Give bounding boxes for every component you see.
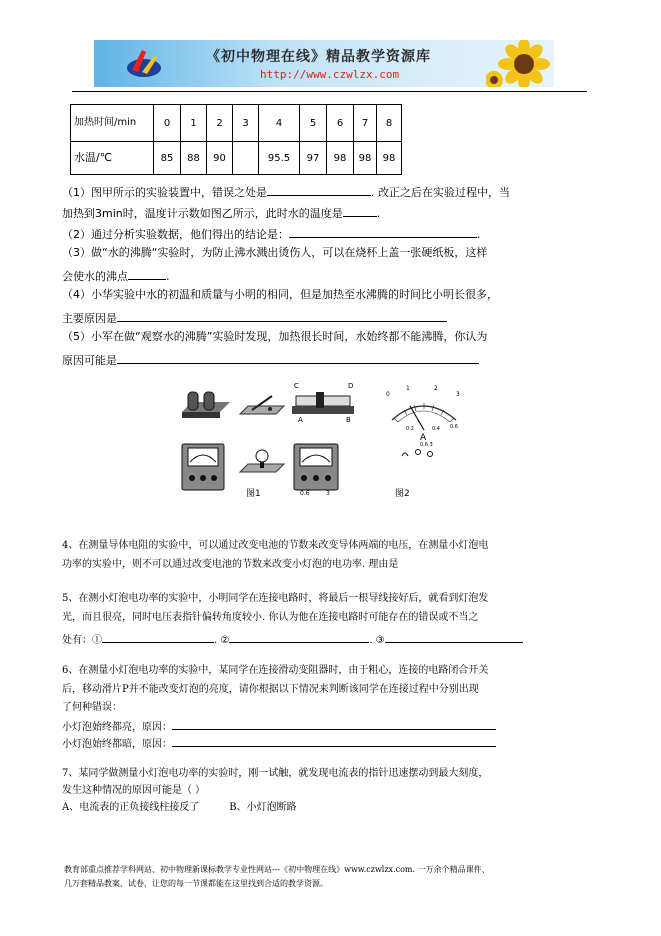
table-cell: 98 bbox=[377, 142, 402, 175]
label-a: A bbox=[298, 416, 303, 424]
q1-text-a: （1）图甲所示的实验装置中，错误之处是 bbox=[62, 186, 267, 199]
answer-blank[interactable] bbox=[128, 267, 166, 280]
label-d: D bbox=[348, 382, 354, 390]
q3-text-c: . bbox=[166, 270, 170, 283]
question-6-section-line2: 后，移动滑片P并不能改变灯泡的亮度，请你根据以下情况来判断该同学在连接过程中分别出现 bbox=[62, 684, 479, 695]
banner-url: http://www.czwlzx.com bbox=[260, 68, 400, 81]
question-6-section-line1: 6、在测量小灯泡电功率的实验中，某同学在连接滑动变阻器时，由于粗心，连接的电路闭合开关 bbox=[62, 665, 489, 676]
figure-1-label: 图1 bbox=[246, 489, 261, 499]
q5-text-b: 原因可能是 bbox=[62, 354, 117, 367]
footer-line2: 几万套精品教案、试卷，让您的每一节课都能在这里找到合适的教学资源。 bbox=[64, 879, 328, 888]
question-4-section-line2: 功率的实验中，则不可以通过改变电池的节数来改变小灯泡的电功率. 理由是 bbox=[62, 559, 399, 570]
s5-text-a: 处有：① bbox=[62, 635, 102, 646]
answer-blank[interactable] bbox=[267, 183, 371, 196]
figure-2-label: 图2 bbox=[395, 489, 410, 499]
question-5-section-line1: 5、在测小灯泡电功率的实验中，小明同学在连接电路时，将最后一根导线接好后，就看到灯泡发 bbox=[62, 593, 489, 604]
table-cell: 6 bbox=[327, 105, 354, 142]
terminal-label: 0.6 3 bbox=[420, 442, 433, 448]
q2-text-a: （2）通过分析实验数据，他们得出的结论是： bbox=[62, 228, 289, 241]
q4-text-b: 主要原因是 bbox=[62, 312, 117, 325]
table-cell: 2 bbox=[207, 105, 233, 142]
question-7-section-options bbox=[62, 801, 297, 815]
q1-text-b: . 改正之后在实验过程中，当 bbox=[371, 186, 510, 199]
s6-text-bright: 小灯泡始终都亮，原因： bbox=[62, 722, 172, 733]
q1-text-d: . bbox=[376, 207, 381, 220]
header-rule bbox=[72, 91, 587, 92]
row-header-temp: 水温/℃ bbox=[71, 142, 154, 175]
circuit-figure bbox=[180, 382, 492, 500]
answer-blank[interactable] bbox=[289, 225, 477, 238]
sunflower-icon bbox=[486, 40, 554, 87]
answer-blank[interactable] bbox=[117, 351, 479, 364]
table-cell: 4 bbox=[259, 105, 300, 142]
question-6-section-line5 bbox=[62, 735, 496, 752]
option-b[interactable]: B、小灯泡断路 bbox=[229, 802, 297, 813]
answer-blank[interactable] bbox=[102, 631, 214, 643]
banner-title: 《初中物理在线》精品教学资源库 bbox=[206, 49, 431, 65]
table-cell: 1 bbox=[181, 105, 207, 142]
question-3-line1: （3）做“水的沸腾“实验时，为防止沸水溅出烫伤人，可以在烧杯上盖一张硬纸板，这样 bbox=[62, 246, 488, 259]
question-1-line1 bbox=[62, 183, 510, 200]
s5-text-c: . ③ bbox=[369, 635, 385, 646]
heating-data-table bbox=[70, 104, 402, 175]
answer-blank[interactable] bbox=[385, 631, 523, 643]
rheostat-icon bbox=[292, 392, 354, 414]
table-cell: 0 bbox=[154, 105, 181, 142]
label-b: B bbox=[346, 416, 351, 424]
table-cell: 97 bbox=[300, 142, 327, 175]
table-row bbox=[71, 105, 402, 142]
footer-line1: 教育部重点推荐学科网站、初中物理新课标教学专业性网站---《初中物理在线》www.czwlzx.com. 一万余个精品课件、 bbox=[64, 865, 490, 874]
battery-icon bbox=[182, 392, 230, 418]
scale-label: 0.2 bbox=[406, 426, 414, 432]
scale-label: 2 bbox=[434, 385, 438, 392]
question-7-section-line2: 发生这种情况的原因可能是（ ） bbox=[62, 785, 206, 796]
question-4-line1: （4）小华实验中水的初温和质量与小明的相同，但是加热至水沸腾的时间比小明长很多， bbox=[62, 288, 498, 301]
table-cell bbox=[233, 142, 259, 175]
ammeter-icon bbox=[294, 444, 338, 490]
table-cell: 90 bbox=[207, 142, 233, 175]
table-cell: 3 bbox=[233, 105, 259, 142]
answer-blank[interactable] bbox=[172, 735, 496, 747]
question-7-section-line1: 7、某同学做测量小灯泡电功率的实验时，刚一试触，就发现电流表的指针迅速摆动到最大刻度， bbox=[62, 768, 489, 779]
question-6-section-line3: 了何种错误： bbox=[62, 702, 122, 713]
table-row bbox=[71, 142, 402, 175]
scale-label: 0.6 bbox=[450, 424, 458, 430]
question-2 bbox=[62, 225, 481, 242]
q2-text-b: . bbox=[477, 228, 481, 241]
site-logo bbox=[124, 46, 164, 82]
s6-text-dim: 小灯泡始终都暗，原因： bbox=[62, 739, 172, 750]
table-cell: 98 bbox=[354, 142, 377, 175]
question-6-section-line4 bbox=[62, 718, 496, 735]
scale-label: 0 bbox=[386, 391, 390, 398]
terminal-icon bbox=[402, 450, 433, 457]
table-cell: 7 bbox=[354, 105, 377, 142]
answer-blank[interactable] bbox=[172, 718, 496, 730]
ammeter-unit-label: A bbox=[420, 433, 427, 443]
table-cell: 95.5 bbox=[259, 142, 300, 175]
answer-blank[interactable] bbox=[117, 309, 447, 322]
question-4-section-line1: 4、在测量导体电阻的实验中，可以通过改变电池的节数来改变导体两端的电压，在测量小灯泡电 bbox=[62, 540, 489, 551]
question-5-section-line3 bbox=[62, 631, 523, 648]
row-header-time: 加热时间/min bbox=[71, 105, 154, 142]
q3-text-b: 会使水的沸点 bbox=[62, 270, 128, 283]
table-cell: 88 bbox=[181, 142, 207, 175]
question-5-line2 bbox=[62, 351, 479, 368]
question-3-line2 bbox=[62, 267, 170, 284]
header-banner bbox=[94, 40, 554, 87]
scale-label: 0.4 bbox=[432, 426, 440, 432]
switch-icon bbox=[240, 396, 284, 414]
lamp-icon bbox=[240, 450, 284, 472]
voltmeter-icon bbox=[182, 444, 224, 490]
q1-text-c: 加热到3min时，温度计示数如图乙所示，此时水的温度是 bbox=[62, 207, 343, 220]
question-5-line1: （5）小军在做“观察水的沸腾”实验时发现，加热很长时间，水始终都不能沸腾，你认为 bbox=[62, 330, 488, 343]
scale-label: 3 bbox=[456, 391, 460, 398]
meter-terminal-label: 3 bbox=[326, 490, 330, 497]
question-5-section-line2: 光，而且很亮，同时电压表指针偏转角度较小. 你认为他在连接电路时可能存在的错误或不当之 bbox=[62, 612, 479, 623]
table-cell: 98 bbox=[327, 142, 354, 175]
answer-blank[interactable] bbox=[229, 631, 369, 643]
table-cell: 8 bbox=[377, 105, 402, 142]
table-cell: 5 bbox=[300, 105, 327, 142]
table-cell: 85 bbox=[154, 142, 181, 175]
scale-label: 1 bbox=[406, 385, 410, 392]
s5-text-b: . ② bbox=[214, 635, 230, 646]
meter-terminal-label: 0.6 bbox=[300, 490, 310, 497]
option-a[interactable]: A、电流表的正负接线柱接反了 bbox=[62, 802, 200, 813]
answer-blank[interactable] bbox=[343, 204, 377, 217]
ammeter-dial-icon bbox=[392, 403, 456, 430]
label-c: C bbox=[294, 382, 299, 390]
question-4-line2 bbox=[62, 309, 447, 326]
question-1-line2 bbox=[62, 204, 380, 221]
